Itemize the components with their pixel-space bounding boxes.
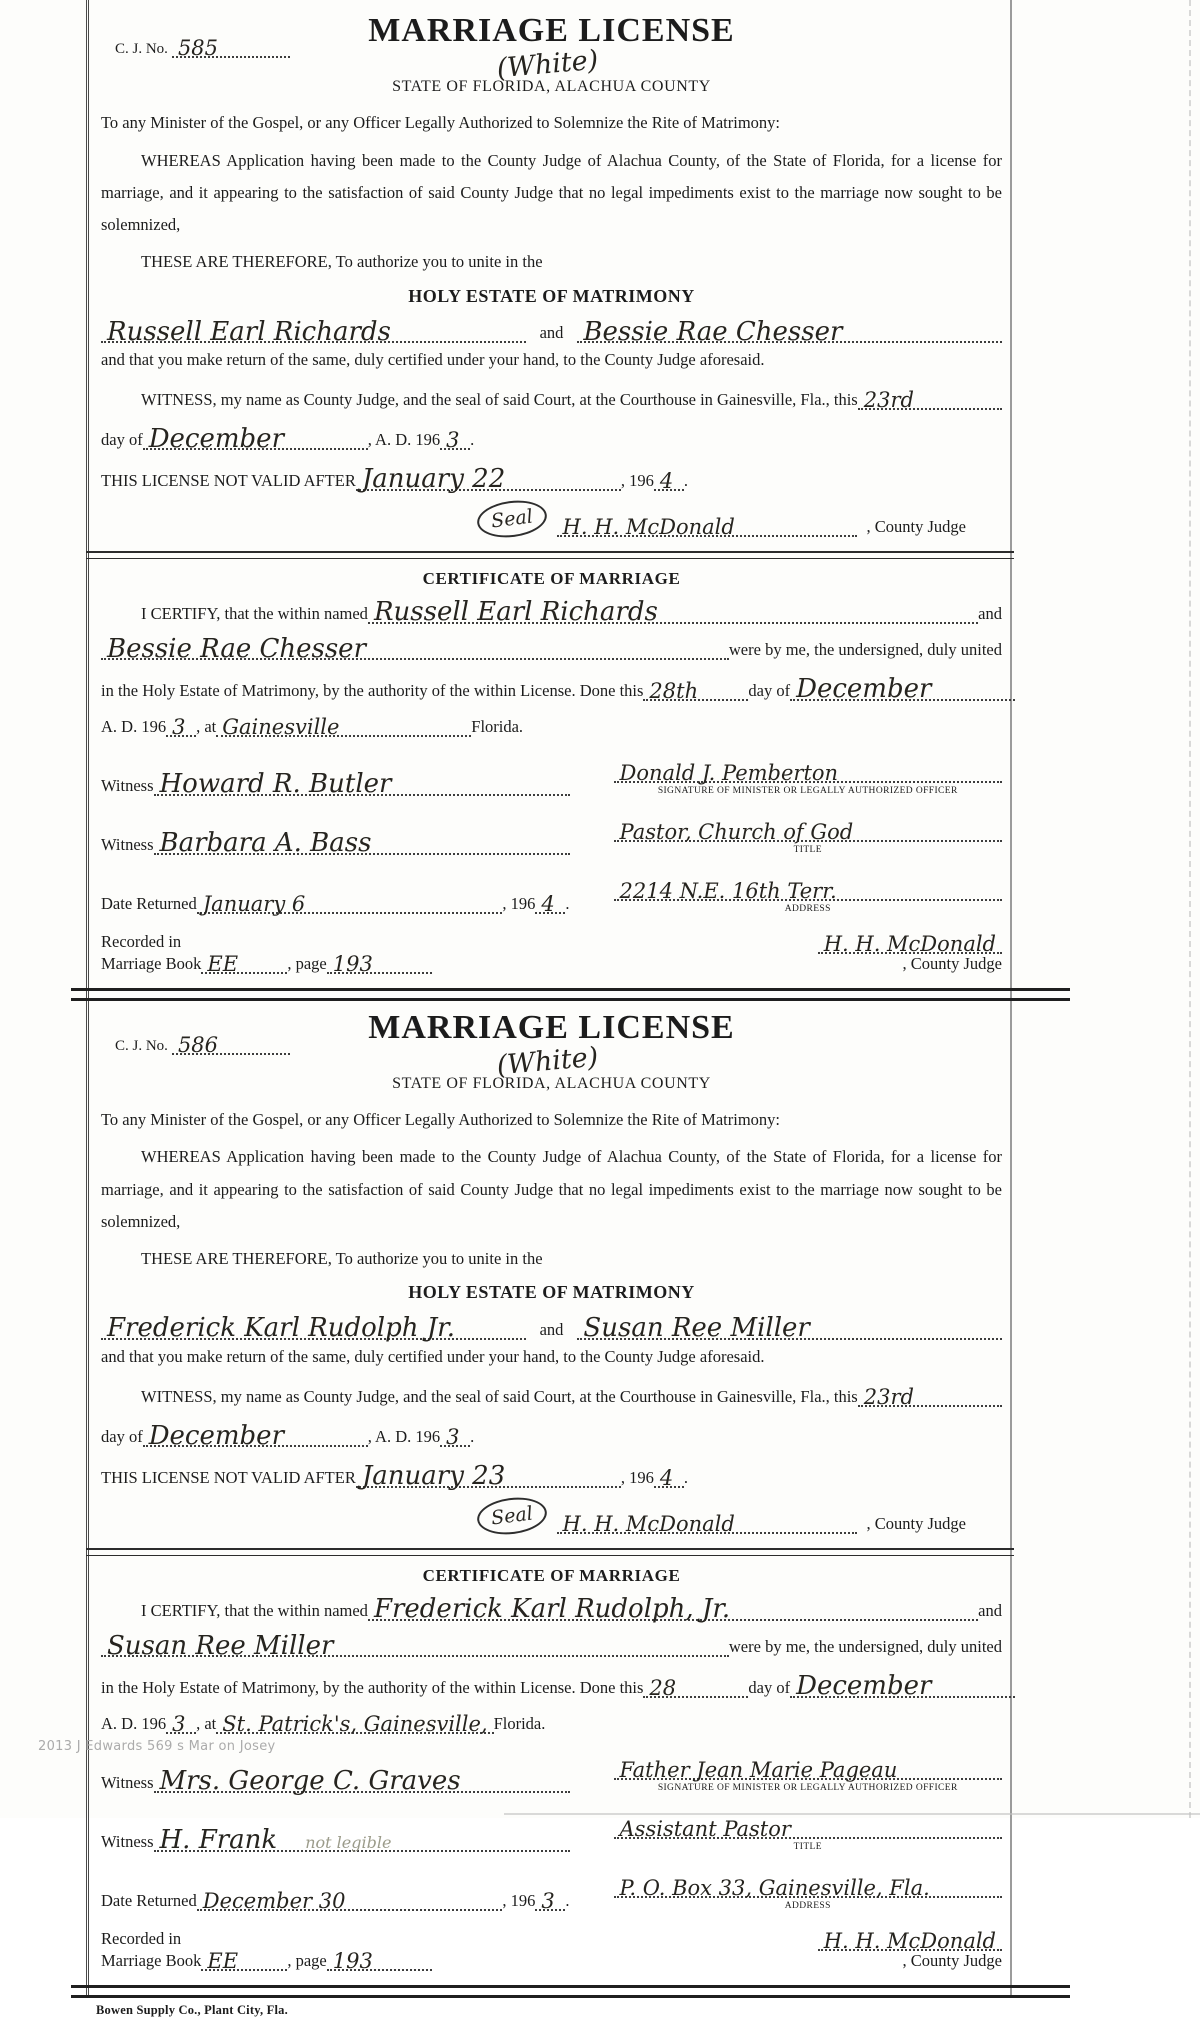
judge-signature: H. H. McDonald [562,515,735,540]
bottom-border [71,1985,1070,1998]
book-line [201,952,287,974]
were-by-clause: were by me, the undersigned, duly united [728,640,1002,660]
certify-line [101,597,1002,628]
year-prefix: , 196 [502,893,536,913]
done-year-digit: 3 [172,1711,186,1736]
scan-edge-artifact [1189,0,1191,1818]
cert-groom-name: Russell Earl Richards [373,597,658,628]
groom-name-line [101,1313,526,1344]
date-returned-year-digit: 3 [541,1888,555,1913]
bride-name: Bessie Rae Chesser [583,316,843,347]
florida-label: Florida. [493,1713,546,1733]
period: . [683,471,688,491]
expire-date: January 23 [361,1461,506,1492]
period: . [565,893,570,913]
done-year-line [166,715,196,740]
minister-signature-line [614,1758,1002,1780]
witness-year-digit: 3 [446,428,460,453]
witness-month: December [148,1420,284,1451]
page-line [327,952,432,974]
cert-judge-signature: H. H. McDonald [823,931,996,956]
groom-name-line [101,316,526,347]
witness-year-line [440,428,470,453]
title-caption: TITLE [793,844,822,855]
cert-bride-line-row [101,633,1002,664]
authority-clause: in the Holy Estate of Matrimony, by the authority of the within License. Done this [101,1677,644,1697]
witness1-row [101,1757,1002,1797]
witness-day: 23rd [863,1384,914,1409]
done-month: December [796,674,932,705]
county-judge-suffix: , County Judge [902,1950,1002,1970]
cert-bride-line [101,1630,729,1661]
witness-label: Witness [101,1772,154,1792]
witness2-cell [101,828,570,859]
groom-name: Russell Earl Richards [107,316,391,347]
done-month: December [796,1671,932,1702]
period: . [470,430,475,450]
certificate-heading: CERTIFICATE OF MARRIAGE [422,569,681,589]
ad-label-cert: A. D. 196 [101,1713,167,1733]
recorded-cell [101,1929,570,1971]
printer-credit: Bowen Supply Co., Plant City, Fla. [96,2002,288,2017]
witness2-note: not legible [305,1832,392,1852]
signature-caption: SIGNATURE OF MINISTER OR LEGALLY AUTHORIZED OFFICER [657,786,958,796]
judge-signature-rule [557,515,857,540]
expire-year-line [654,469,684,494]
cert-judge-line [818,932,1002,954]
form-divider [71,988,1070,1001]
marriage-book-line [101,952,570,974]
page-subtitle: STATE OF FLORIDA, ALACHUA COUNTY [392,78,711,96]
done-day-line [643,1676,748,1698]
county-judge-suffix: , County Judge [902,953,1002,973]
authority-clause: in the Holy Estate of Matrimony, by the authority of the within License. Done this [101,681,644,701]
ad-label: , A. D. 196 [367,430,441,450]
expire-year-digit: 4 [659,469,674,494]
date-returned-value: December 30 [202,1888,346,1913]
expire-date-line [356,1461,621,1492]
day-of-label: day of [748,681,791,701]
page-label: , page [287,1950,327,1970]
section-divider [86,551,1014,559]
archive-watermark: 2013 J Edwards 569 s Mar on Josey [38,1739,276,1754]
year-prefix: , 196 [620,471,654,491]
address-line [614,1876,1002,1898]
county-judge-suffix: , County Judge [866,517,966,537]
therefore-clause: THESE ARE THEREFORE, To authorize you to unite in the [141,1248,543,1268]
address-caption: ADDRESS [784,1900,831,1911]
year-prefix: , 196 [502,1890,536,1910]
signature-caption: SIGNATURE OF MINISTER OR LEGALLY AUTHORIZED OFFICER [657,1782,958,1793]
recorded-in-label: Recorded in [101,1928,182,1948]
witness-day: 23rd [863,387,914,412]
seal-text: Seal [489,505,534,533]
page-title: MARRIAGE LICENSE [368,1008,735,1046]
done-month-line [790,1671,1015,1702]
section-divider [86,1548,1014,1556]
witness1-line [154,769,570,800]
judge-signature-line [101,1498,966,1534]
salutation-text: To any Minister of the Gospel, or any Officer Legally Authorized to Solemnize the Rite of Matrimony: [101,1109,781,1129]
recorded-row [101,1929,1002,1971]
return-clause: and that you make return of the same, duly certified under your hand, to the County Judge aforesaid. [101,350,765,370]
page-line [327,1949,432,1971]
and-word: and [539,323,564,343]
and-word: and [539,1320,564,1340]
page-label: , page [287,953,327,973]
cert-judge-cell [614,932,1002,974]
cert-bride-name: Bessie Rae Chesser [107,633,366,664]
and-suffix: and [978,603,1002,623]
minister-signature: Donald J. Pemberton [619,761,839,786]
cj-number [115,1033,290,1055]
cj-value-line [172,36,290,58]
witness-clause: WITNESS, my name as County Judge, and the seal of said Court, at the Courthouse in Gainesville, Fla., this [141,1386,858,1406]
day-of-label: day of [101,1427,143,1447]
cert-groom-line [368,597,978,628]
cj-value: 586 [177,1032,219,1057]
year-prefix: , 196 [620,1467,654,1487]
page-value: 193 [332,1948,373,1973]
period: . [470,1427,475,1447]
not-valid-line [101,1461,1002,1492]
address-line [614,879,1002,901]
cj-label: C. J. No. [115,40,168,57]
witness-clause-line [101,1385,1002,1407]
minister-signature: Father Jean Marie Pageau [619,1757,898,1782]
done-year-line [166,1712,196,1734]
marriage-book-line [101,1949,570,1971]
at-label: , at [196,1713,217,1733]
done-day: 28th [649,679,699,704]
couple-names-line [101,316,1002,347]
place-name: St. Patrick's, Gainesville, [222,1711,488,1736]
cert-bride-line-row [101,1630,1002,1661]
date-returned-row [101,879,1002,914]
place-line [216,1712,493,1734]
date-returned-year-line [535,892,565,914]
bride-name-line [577,316,1002,347]
expire-year-line [654,1466,684,1488]
address-caption: ADDRESS [784,903,831,914]
ad-label: , A. D. 196 [367,1427,441,1447]
license-header [101,1009,1002,1095]
certify-line [101,1593,1002,1624]
day-of-label: day of [748,1677,791,1697]
salutation-text: To any Minister of the Gospel, or any Officer Legally Authorized to Solemnize the Rite of Matrimony: [101,113,781,132]
cert-groom-name: Frederick Karl Rudolph, Jr. [373,1593,731,1624]
expire-year-digit: 4 [659,1465,674,1490]
couple-names-line [101,1313,1002,1344]
marriage-book-label: Marriage Book [101,1950,202,1970]
address-cell [614,1876,1002,1911]
were-by-clause: were by me, the undersigned, duly united [728,1637,1002,1657]
minister-title-cell [614,1817,1002,1852]
cj-value: 585 [177,36,219,60]
witness-year-digit: 3 [446,1425,460,1450]
recorded-in-label: Recorded in [101,932,182,952]
therefore-clause: THESE ARE THEREFORE, To authorize you to unite in the [141,252,543,272]
witness1-cell [101,1766,570,1797]
minister-signature-cell [614,1758,1002,1793]
holy-estate-heading: HOLY ESTATE OF MATRIMONY [408,285,695,306]
witness-month-line [143,1420,368,1451]
page-title: MARRIAGE LICENSE [368,12,735,49]
witness-label: Witness [101,776,154,795]
judge-signature-rule [557,1512,857,1534]
date-returned-line [197,1889,503,1911]
witness2-line [154,828,570,859]
florida-label: Florida. [471,717,524,737]
marriage-book-label: Marriage Book [101,953,202,973]
ad-label-cert: A. D. 196 [101,717,167,737]
cj-label: C. J. No. [115,1037,168,1054]
address-value: P. O. Box 33, Gainesville, Fla. [619,1875,930,1900]
minister-signature-line [614,761,1002,786]
not-valid-label: THIS LICENSE NOT VALID AFTER [101,1467,356,1487]
witness2-line [154,1825,570,1856]
done-month-line [790,674,1015,705]
witness2-row [101,820,1002,859]
date-returned-value: January 6 [202,891,306,916]
judge-signature: H. H. McDonald [562,1511,735,1536]
cert-judge-signature: H. H. McDonald [823,1928,996,1953]
certify-label: I CERTIFY, that the within named [141,1600,368,1620]
minister-title: Assistant Pastor [619,1816,791,1841]
cert-bride-name: Susan Ree Miller [107,1630,334,1661]
page-subtitle: STATE OF FLORIDA, ALACHUA COUNTY [392,1074,711,1092]
witness2-name: Barbara A. Bass [159,828,372,859]
date-returned-cell [101,892,570,914]
minister-title-cell [614,820,1002,855]
witness1-name: Howard R. Butler [159,769,392,800]
witness2-row [101,1816,1002,1856]
period: . [683,1467,688,1487]
book-value: EE [207,1948,239,1973]
day-of-line [101,1420,1002,1451]
witness-clause-line [101,388,1002,410]
date-returned-year-line [535,1889,565,1911]
authority-line [101,674,1002,705]
day-of-label: day of [101,430,143,450]
bride-name: Susan Ree Miller [583,1313,810,1344]
and-suffix: and [978,1600,1002,1620]
whereas-clause: WHEREAS Application having been made to the County Judge of Alachua County, of the State of Florida, for a license for marriage, and it appearing to the satisfaction of said County Judge that no legal impediments exist to the marriage now sought to be solemnized, [101,1147,1002,1231]
county-judge-suffix: , County Judge [866,1513,966,1533]
seal-mark [475,1494,549,1538]
document-frame [86,0,1012,1998]
minister-title: Pastor, Church of God [619,820,854,844]
expire-date: January 22 [361,464,506,495]
witness1-name: Mrs. George C. Graves [159,1766,461,1797]
whereas-clause: WHEREAS Application having been made to the County Judge of Alachua County, of the State of Florida, for a license for marriage, and it appearing to the satisfaction of said County Judge that no legal impediments exist to the marriage now sought to be solemnized, [101,150,1002,234]
witness-month-line [143,423,368,454]
title-caption: TITLE [793,1841,822,1852]
witness2-name: H. Frank [159,1825,278,1856]
day-of-line [101,423,1002,454]
witness-clause: WITNESS, my name as County Judge, and the seal of said Court, at the Courthouse in Gainesville, Fla., this [141,389,858,409]
cert-judge-line [818,1929,1002,1951]
done-day-line [643,679,748,704]
date-returned-label: Date Returned [101,1890,197,1910]
certificate-heading: CERTIFICATE OF MARRIAGE [422,1565,681,1585]
place-name: Gainesville [222,715,340,740]
holy-estate-heading: HOLY ESTATE OF MATRIMONY [408,1282,695,1303]
address-cell [614,879,1002,914]
expire-date-line [356,464,621,495]
cert-groom-line [368,1593,978,1624]
cert-judge-cell [614,1929,1002,1971]
page-value: 193 [332,951,373,976]
not-valid-line [101,464,1002,495]
done-day: 28 [649,1676,677,1700]
witness1-line [154,1766,570,1797]
at-label: , at [196,717,217,737]
witness-label: Witness [101,1831,154,1851]
authority-line [101,1671,1002,1702]
certify-label: I CERTIFY, that the within named [141,603,368,623]
witness1-cell [101,769,570,800]
minister-title-line [614,820,1002,842]
seal-text: Seal [489,1502,534,1530]
date-returned-year-digit: 4 [541,891,555,916]
witness-label: Witness [101,834,154,854]
date-returned-label: Date Returned [101,893,197,913]
license-header [101,12,1002,98]
witness-year-line [440,1425,470,1450]
cj-number [115,36,290,58]
recorded-cell [101,932,570,974]
done-year-digit: 3 [172,715,186,740]
marriage-license-586 [101,1001,1002,1971]
minister-title-line [614,1817,1002,1839]
ad-place-line [101,715,1002,740]
witness2-cell [101,1825,570,1856]
witness-day-line [858,388,1002,410]
not-valid-label: THIS LICENSE NOT VALID AFTER [101,471,356,491]
place-line [216,715,471,740]
seal-mark [475,497,549,541]
cert-bride-line [101,633,729,664]
minister-signature-cell [614,761,1002,796]
race-annotation: (White) [495,45,600,85]
witness-month: December [148,423,284,454]
ad-place-line [101,1712,1002,1734]
cj-value-line [172,1033,290,1055]
marriage-license-585 [101,4,1002,974]
return-clause: and that you make return of the same, duly certified under your hand, to the County Judge aforesaid. [101,1347,765,1367]
witness1-row [101,761,1002,800]
date-returned-row [101,1876,1002,1911]
witness-day-line [858,1385,1002,1407]
period: . [565,1890,570,1910]
book-value: EE [207,951,239,976]
book-line [201,1949,287,1971]
recorded-row [101,932,1002,974]
date-returned-cell [101,1889,570,1911]
judge-signature-line [101,501,966,540]
address-value: 2214 N.E. 16th Terr. [619,878,837,903]
bride-name-line [577,1313,1002,1344]
groom-name: Frederick Karl Rudolph Jr. [107,1313,455,1344]
date-returned-line [197,892,503,914]
race-annotation: (White) [495,1041,600,1082]
